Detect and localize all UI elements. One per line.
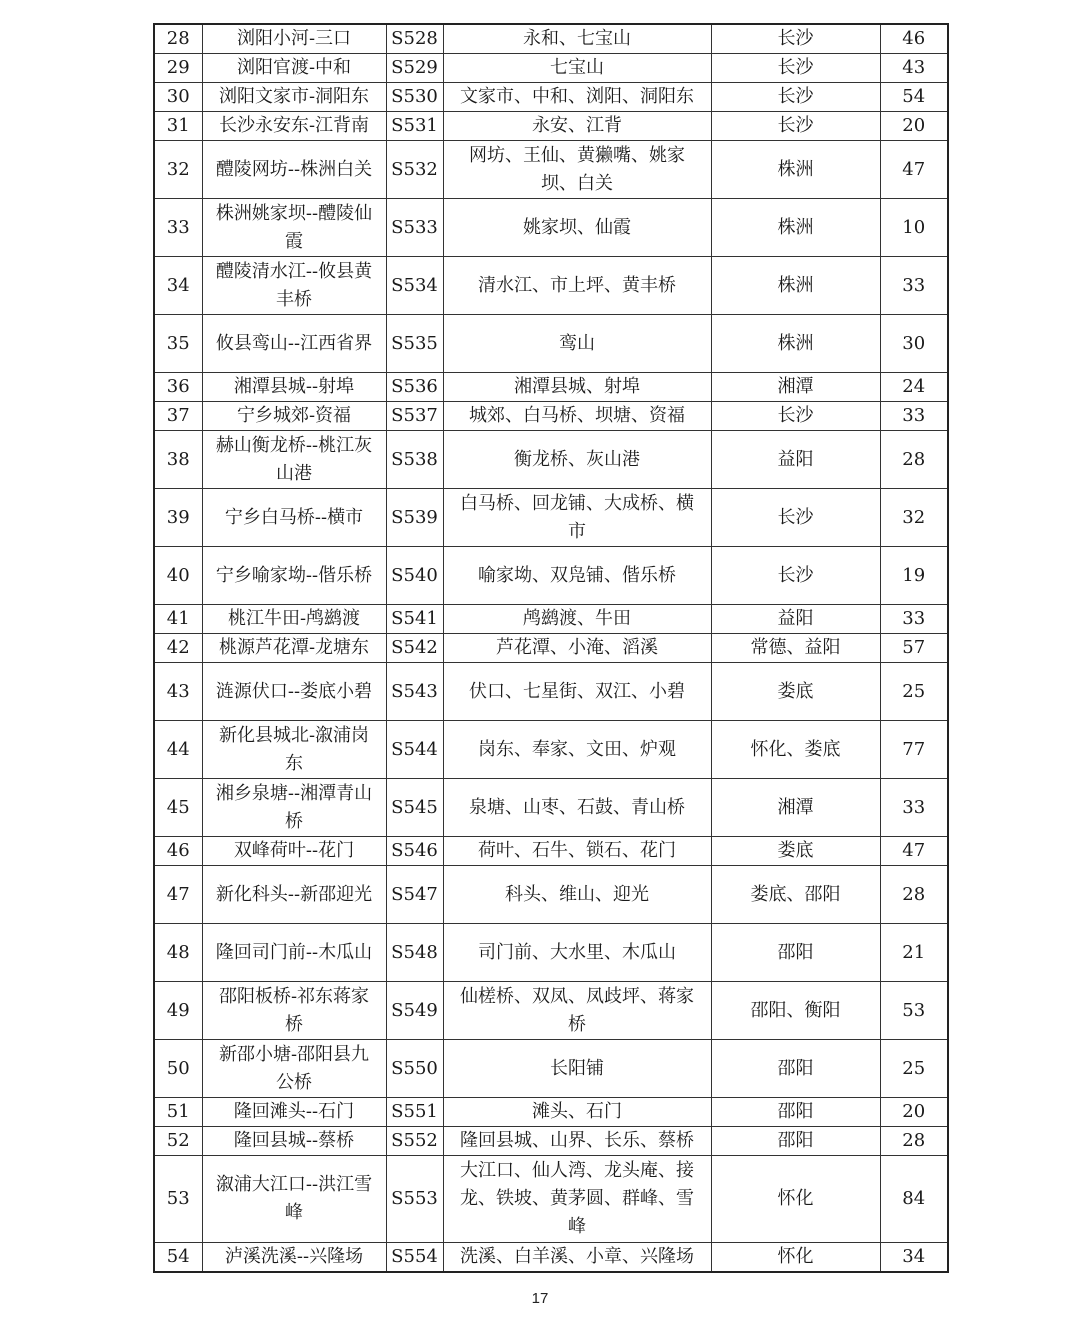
route-length-cell: 47	[880, 141, 948, 199]
route-towns-cell: 白马桥、回龙铺、大成桥、横市	[443, 489, 711, 547]
route-length-cell: 21	[880, 924, 948, 982]
route-code-cell: S553	[386, 1156, 443, 1243]
route-length-cell: 24	[880, 373, 948, 402]
table-row	[154, 663, 948, 721]
row-number-cell: 32	[154, 141, 202, 199]
route-city-cell: 长沙	[711, 489, 880, 547]
table-row	[154, 634, 948, 663]
route-towns-cell: 网坊、王仙、黄獭嘴、姚家坝、白关	[443, 141, 711, 199]
route-name-cell: 新邵小塘-邵阳县九公桥	[202, 1040, 386, 1098]
row-number-cell: 35	[154, 315, 202, 373]
route-code-cell: S537	[386, 402, 443, 431]
route-name-cell: 宁乡喻家坳--偕乐桥	[202, 547, 386, 605]
route-code-cell: S542	[386, 634, 443, 663]
routes-table-body	[154, 24, 948, 1272]
route-name-cell: 泸溪洗溪--兴隆场	[202, 1243, 386, 1273]
route-name-cell: 涟源伏口--娄底小碧	[202, 663, 386, 721]
route-city-cell: 邵阳、衡阳	[711, 982, 880, 1040]
route-city-cell: 娄底	[711, 837, 880, 866]
route-name-cell: 攸县鸾山--江西省界	[202, 315, 386, 373]
route-city-cell: 娄底、邵阳	[711, 866, 880, 924]
row-number-cell: 39	[154, 489, 202, 547]
route-name-cell: 宁乡城郊-资福	[202, 402, 386, 431]
route-name-cell: 隆回滩头--石门	[202, 1098, 386, 1127]
route-towns-cell: 岗东、奉家、文田、炉观	[443, 721, 711, 779]
route-towns-cell: 城郊、白马桥、坝塘、资福	[443, 402, 711, 431]
route-towns-cell: 湘潭县城、射埠	[443, 373, 711, 402]
route-name-cell: 邵阳板桥-祁东蒋家桥	[202, 982, 386, 1040]
row-number-cell: 44	[154, 721, 202, 779]
table-row	[154, 257, 948, 315]
route-name-cell: 长沙永安东-江背南	[202, 112, 386, 141]
row-number-cell: 51	[154, 1098, 202, 1127]
route-name-cell: 醴陵清水江--攸县黄丰桥	[202, 257, 386, 315]
row-number-cell: 54	[154, 1243, 202, 1273]
route-code-cell: S531	[386, 112, 443, 141]
route-code-cell: S549	[386, 982, 443, 1040]
route-code-cell: S528	[386, 24, 443, 54]
route-towns-cell: 伏口、七星街、双江、小碧	[443, 663, 711, 721]
route-length-cell: 30	[880, 315, 948, 373]
route-code-cell: S547	[386, 866, 443, 924]
table-row	[154, 1127, 948, 1156]
table-row	[154, 721, 948, 779]
route-towns-cell: 司门前、大水里、木瓜山	[443, 924, 711, 982]
route-city-cell: 怀化、娄底	[711, 721, 880, 779]
route-code-cell: S533	[386, 199, 443, 257]
row-number-cell: 46	[154, 837, 202, 866]
table-row	[154, 924, 948, 982]
table-row	[154, 1243, 948, 1273]
route-name-cell: 宁乡白马桥--横市	[202, 489, 386, 547]
route-length-cell: 43	[880, 54, 948, 83]
route-length-cell: 54	[880, 83, 948, 112]
row-number-cell: 31	[154, 112, 202, 141]
route-length-cell: 25	[880, 663, 948, 721]
row-number-cell: 29	[154, 54, 202, 83]
route-towns-cell: 衡龙桥、灰山港	[443, 431, 711, 489]
row-number-cell: 40	[154, 547, 202, 605]
row-number-cell: 50	[154, 1040, 202, 1098]
route-name-cell: 醴陵网坊--株洲白关	[202, 141, 386, 199]
route-code-cell: S535	[386, 315, 443, 373]
table-row	[154, 112, 948, 141]
route-length-cell: 46	[880, 24, 948, 54]
route-city-cell: 邵阳	[711, 1098, 880, 1127]
route-city-cell: 株洲	[711, 141, 880, 199]
route-length-cell: 28	[880, 431, 948, 489]
table-row	[154, 431, 948, 489]
table-row	[154, 547, 948, 605]
route-length-cell: 47	[880, 837, 948, 866]
routes-table	[153, 23, 949, 1273]
route-name-cell: 双峰荷叶--花门	[202, 837, 386, 866]
route-name-cell: 浏阳官渡-中和	[202, 54, 386, 83]
route-length-cell: 53	[880, 982, 948, 1040]
row-number-cell: 30	[154, 83, 202, 112]
route-towns-cell: 科头、维山、迎光	[443, 866, 711, 924]
table-row	[154, 1156, 948, 1243]
route-name-cell: 湘潭县城--射埠	[202, 373, 386, 402]
route-city-cell: 株洲	[711, 199, 880, 257]
route-city-cell: 邵阳	[711, 1040, 880, 1098]
route-towns-cell: 喻家坳、双凫铺、偕乐桥	[443, 547, 711, 605]
route-towns-cell: 仙槎桥、双凤、凤歧坪、蒋家桥	[443, 982, 711, 1040]
route-city-cell: 益阳	[711, 431, 880, 489]
route-towns-cell: 滩头、石门	[443, 1098, 711, 1127]
route-length-cell: 20	[880, 1098, 948, 1127]
row-number-cell: 28	[154, 24, 202, 54]
route-code-cell: S534	[386, 257, 443, 315]
route-code-cell: S541	[386, 605, 443, 634]
route-towns-cell: 长阳铺	[443, 1040, 711, 1098]
route-code-cell: S529	[386, 54, 443, 83]
route-name-cell: 新化县城北-溆浦岗东	[202, 721, 386, 779]
route-city-cell: 娄底	[711, 663, 880, 721]
route-city-cell: 怀化	[711, 1156, 880, 1243]
route-city-cell: 长沙	[711, 54, 880, 83]
row-number-cell: 36	[154, 373, 202, 402]
route-city-cell: 常德、益阳	[711, 634, 880, 663]
table-row	[154, 837, 948, 866]
route-code-cell: S550	[386, 1040, 443, 1098]
route-length-cell: 19	[880, 547, 948, 605]
row-number-cell: 37	[154, 402, 202, 431]
route-code-cell: S544	[386, 721, 443, 779]
route-towns-cell: 荷叶、石牛、锁石、花门	[443, 837, 711, 866]
row-number-cell: 49	[154, 982, 202, 1040]
route-city-cell: 怀化	[711, 1243, 880, 1273]
route-towns-cell: 芦花潭、小淹、滔溪	[443, 634, 711, 663]
route-towns-cell: 七宝山	[443, 54, 711, 83]
route-code-cell: S532	[386, 141, 443, 199]
table-row	[154, 24, 948, 54]
table-row	[154, 83, 948, 112]
route-length-cell: 32	[880, 489, 948, 547]
route-length-cell: 28	[880, 1127, 948, 1156]
row-number-cell: 48	[154, 924, 202, 982]
page-number: 17	[531, 1290, 549, 1307]
route-length-cell: 10	[880, 199, 948, 257]
table-row	[154, 402, 948, 431]
row-number-cell: 52	[154, 1127, 202, 1156]
route-towns-cell: 鸾山	[443, 315, 711, 373]
route-towns-cell: 永和、七宝山	[443, 24, 711, 54]
route-towns-cell: 隆回县城、山界、长乐、蔡桥	[443, 1127, 711, 1156]
table-row	[154, 605, 948, 634]
route-length-cell: 77	[880, 721, 948, 779]
route-name-cell: 隆回司门前--木瓜山	[202, 924, 386, 982]
table-row	[154, 199, 948, 257]
row-number-cell: 53	[154, 1156, 202, 1243]
route-towns-cell: 泉塘、山枣、石鼓、青山桥	[443, 779, 711, 837]
route-city-cell: 湘潭	[711, 779, 880, 837]
route-city-cell: 邵阳	[711, 924, 880, 982]
route-city-cell: 长沙	[711, 83, 880, 112]
route-code-cell: S536	[386, 373, 443, 402]
route-name-cell: 新化科头--新邵迎光	[202, 866, 386, 924]
table-row	[154, 982, 948, 1040]
route-length-cell: 20	[880, 112, 948, 141]
route-length-cell: 34	[880, 1243, 948, 1273]
route-name-cell: 浏阳小河-三口	[202, 24, 386, 54]
route-length-cell: 33	[880, 779, 948, 837]
route-towns-cell: 文家市、中和、浏阳、洞阳东	[443, 83, 711, 112]
route-city-cell: 长沙	[711, 402, 880, 431]
route-city-cell: 株洲	[711, 315, 880, 373]
row-number-cell: 43	[154, 663, 202, 721]
row-number-cell: 47	[154, 866, 202, 924]
table-row	[154, 779, 948, 837]
route-name-cell: 湘乡泉塘--湘潭青山桥	[202, 779, 386, 837]
table-row	[154, 54, 948, 83]
route-towns-cell: 洗溪、白羊溪、小章、兴隆场	[443, 1243, 711, 1273]
route-length-cell: 57	[880, 634, 948, 663]
route-name-cell: 浏阳文家市-洞阳东	[202, 83, 386, 112]
row-number-cell: 38	[154, 431, 202, 489]
route-code-cell: S539	[386, 489, 443, 547]
route-towns-cell: 永安、江背	[443, 112, 711, 141]
row-number-cell: 42	[154, 634, 202, 663]
route-length-cell: 33	[880, 402, 948, 431]
table-row	[154, 1098, 948, 1127]
route-towns-cell: 姚家坝、仙霞	[443, 199, 711, 257]
route-name-cell: 株洲姚家坝--醴陵仙霞	[202, 199, 386, 257]
route-length-cell: 25	[880, 1040, 948, 1098]
route-code-cell: S545	[386, 779, 443, 837]
row-number-cell: 45	[154, 779, 202, 837]
table-row	[154, 489, 948, 547]
route-length-cell: 84	[880, 1156, 948, 1243]
table-row	[154, 1040, 948, 1098]
table-row	[154, 141, 948, 199]
route-code-cell: S530	[386, 83, 443, 112]
route-name-cell: 赫山衡龙桥--桃江灰山港	[202, 431, 386, 489]
table-row	[154, 315, 948, 373]
table-row	[154, 866, 948, 924]
row-number-cell: 41	[154, 605, 202, 634]
route-name-cell: 桃江牛田-鸬鹚渡	[202, 605, 386, 634]
route-length-cell: 33	[880, 605, 948, 634]
route-city-cell: 湘潭	[711, 373, 880, 402]
route-towns-cell: 鸬鹚渡、牛田	[443, 605, 711, 634]
table-row	[154, 373, 948, 402]
route-name-cell: 隆回县城--蔡桥	[202, 1127, 386, 1156]
route-city-cell: 益阳	[711, 605, 880, 634]
route-city-cell: 邵阳	[711, 1127, 880, 1156]
route-length-cell: 33	[880, 257, 948, 315]
route-towns-cell: 大江口、仙人湾、龙头庵、接龙、铁坡、黄茅圆、群峰、雪峰	[443, 1156, 711, 1243]
route-code-cell: S543	[386, 663, 443, 721]
row-number-cell: 33	[154, 199, 202, 257]
route-city-cell: 长沙	[711, 24, 880, 54]
route-code-cell: S554	[386, 1243, 443, 1273]
route-code-cell: S540	[386, 547, 443, 605]
route-towns-cell: 清水江、市上坪、黄丰桥	[443, 257, 711, 315]
route-length-cell: 28	[880, 866, 948, 924]
route-city-cell: 长沙	[711, 112, 880, 141]
row-number-cell: 34	[154, 257, 202, 315]
route-code-cell: S551	[386, 1098, 443, 1127]
route-code-cell: S548	[386, 924, 443, 982]
route-city-cell: 株洲	[711, 257, 880, 315]
route-name-cell: 溆浦大江口--洪江雪峰	[202, 1156, 386, 1243]
route-name-cell: 桃源芦花潭-龙塘东	[202, 634, 386, 663]
route-code-cell: S538	[386, 431, 443, 489]
route-code-cell: S546	[386, 837, 443, 866]
route-city-cell: 长沙	[711, 547, 880, 605]
route-code-cell: S552	[386, 1127, 443, 1156]
